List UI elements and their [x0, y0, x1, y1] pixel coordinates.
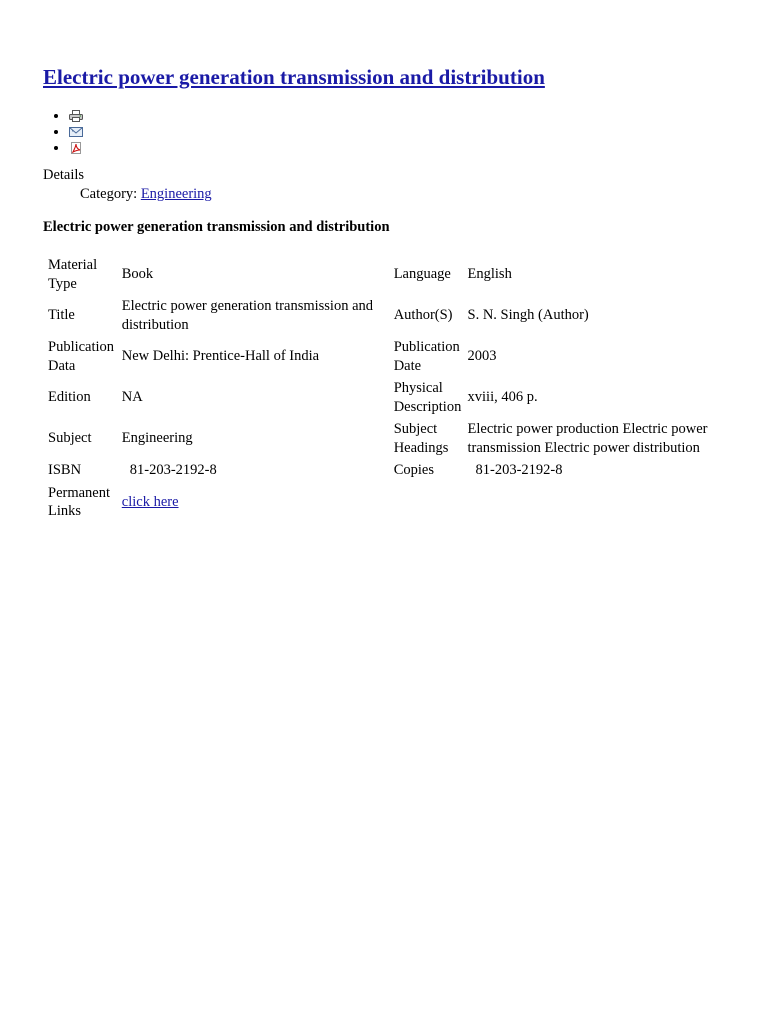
empty-cell	[394, 483, 466, 522]
permanent-links-cell	[122, 483, 392, 522]
print-action	[69, 108, 733, 124]
physical-description-label: Physical Description	[393, 380, 462, 415]
print-icon[interactable]	[69, 110, 83, 122]
copies-value: 81-203-2192-8	[475, 462, 563, 478]
details-heading: Details	[43, 167, 85, 183]
page-title	[43, 62, 733, 92]
email-action	[69, 124, 733, 140]
material-type-value: Book	[121, 266, 154, 283]
article-container	[43, 62, 733, 524]
table-row	[48, 460, 724, 481]
subject-label: Subject	[48, 430, 92, 447]
table-row	[48, 378, 724, 417]
edition-value: NA	[121, 389, 143, 406]
category-label: Category:	[80, 186, 141, 202]
publication-date-value: 2003	[467, 348, 497, 365]
isbn-label: ISBN	[48, 462, 82, 478]
title-value: Electric power generation transmission and distribution	[121, 298, 374, 333]
article-details	[43, 166, 733, 204]
category-row	[80, 185, 733, 204]
empty-cell	[468, 483, 724, 522]
language-value: English	[467, 266, 512, 283]
permanent-link[interactable]: click here	[121, 493, 179, 510]
page-title-link[interactable]: Electric power generation transmission and distribution	[43, 65, 545, 89]
record-heading: Electric power generation transmission and distribution	[43, 219, 390, 235]
table-row	[48, 255, 724, 294]
isbn-value: 81-203-2192-8	[129, 462, 217, 478]
copies-label: Copies	[393, 462, 434, 478]
publication-date-label: Publication Date	[393, 339, 460, 374]
category-link[interactable]: Engineering	[140, 186, 212, 202]
record-table	[46, 253, 726, 524]
authors-value: S. N. Singh (Author)	[467, 307, 589, 324]
title-label: Title	[48, 307, 75, 324]
edition-label: Edition	[48, 389, 91, 406]
table-row	[48, 419, 724, 458]
pdf-action	[69, 140, 733, 156]
subject-headings-value: Electric power production Electric power transmission Electric power distribution	[467, 421, 708, 456]
physical-description-value: xviii, 406 p.	[467, 389, 538, 406]
publication-data-label: Publication Data	[48, 339, 115, 374]
publication-data-value: New Delhi: Prentice-Hall of India	[121, 348, 320, 365]
table-row	[48, 483, 724, 522]
language-label: Language	[393, 266, 451, 283]
permanent-links-label: Permanent Links	[48, 484, 111, 519]
subject-headings-label: Subject Headings	[393, 421, 449, 456]
authors-label: Author(S)	[393, 307, 453, 324]
article-actions	[43, 108, 733, 156]
table-row	[48, 296, 724, 335]
pdf-icon[interactable]	[69, 142, 83, 154]
table-row	[48, 337, 724, 376]
material-type-label: Material Type	[48, 257, 98, 292]
subject-value: Engineering	[121, 430, 193, 447]
email-icon[interactable]	[69, 126, 83, 138]
